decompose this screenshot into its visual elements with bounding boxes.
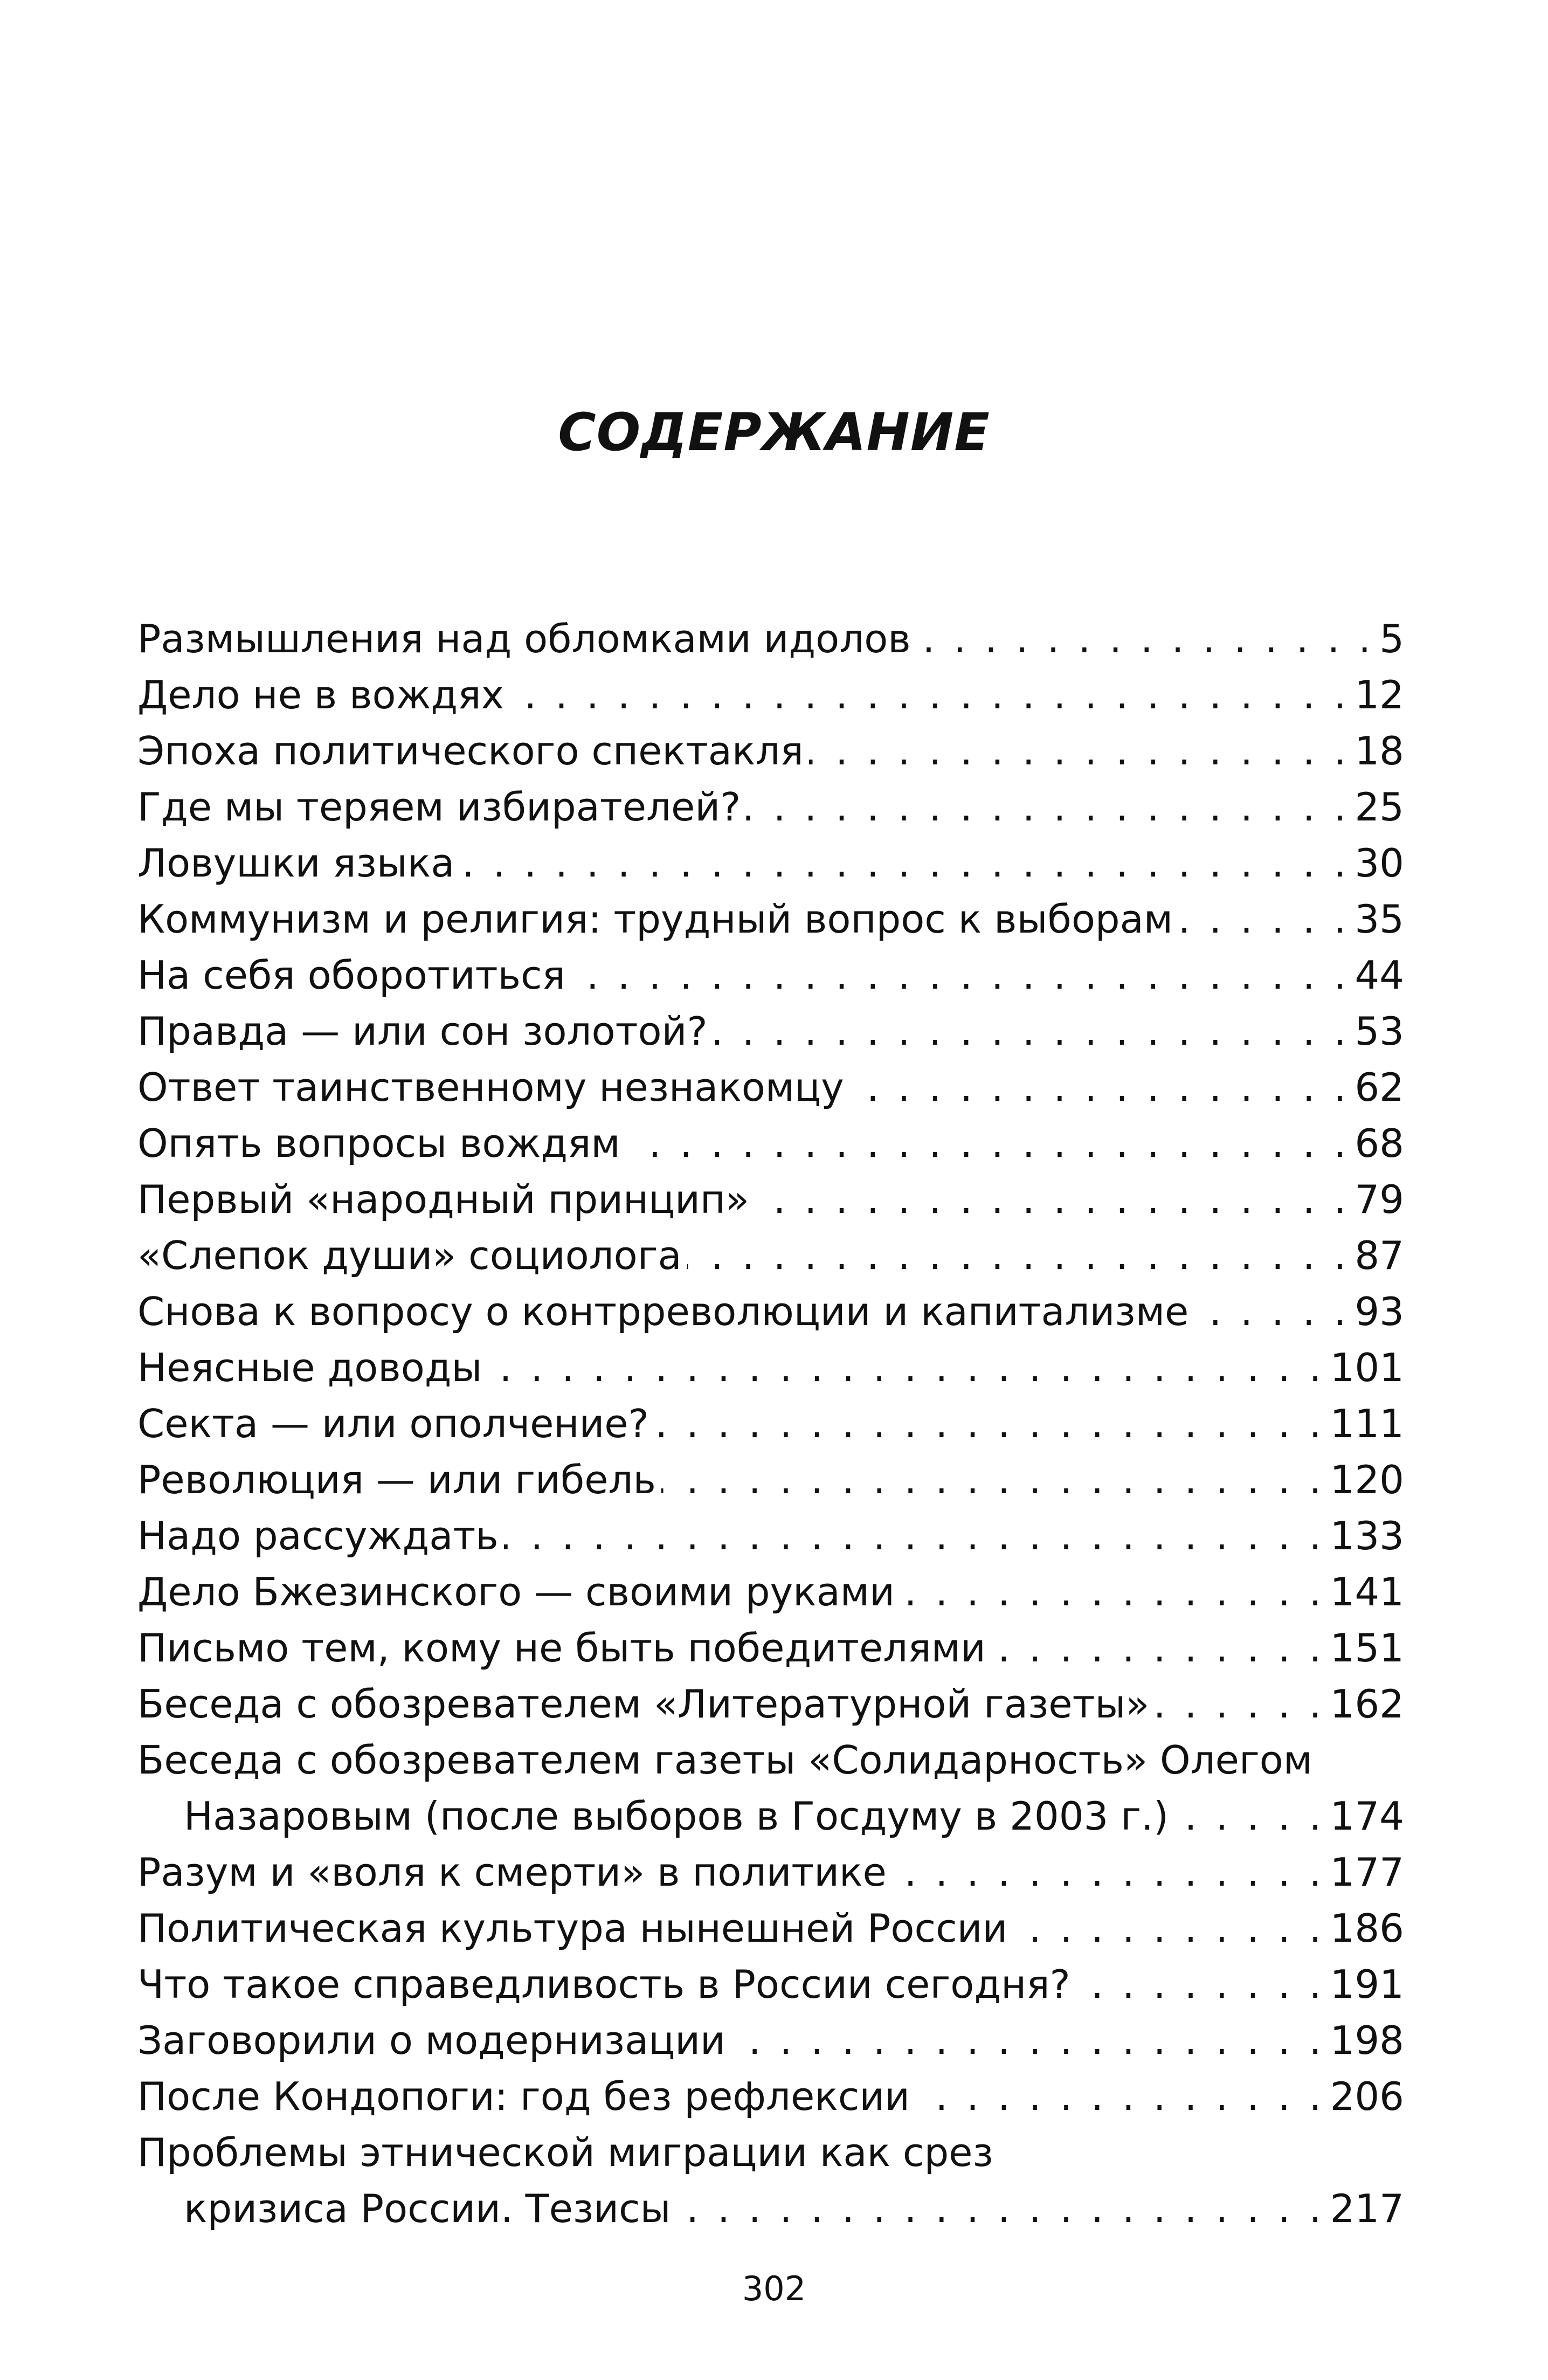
toc-entry — [137, 1452, 1404, 1508]
dot-leader — [626, 1115, 1350, 1171]
toc-entry — [137, 1900, 1404, 1956]
toc-entry — [137, 947, 1404, 1003]
toc-entry-page: 141 — [1330, 1569, 1404, 1615]
toc-entry-title: Правда — или сон золотой? — [137, 1009, 708, 1054]
toc-entry-page: 93 — [1354, 1289, 1404, 1334]
toc-entry-title: Политическая культура нынешней России — [137, 1906, 1008, 1951]
dot-leader — [1174, 1788, 1325, 1844]
toc-entry-page: 5 — [1379, 616, 1404, 661]
dot-leader — [916, 611, 1374, 667]
toc-entry-page: 79 — [1354, 1177, 1404, 1222]
dot-leader — [571, 947, 1349, 1003]
toc-entry-title: Опять вопросы вождям — [137, 1121, 620, 1166]
dot-leader — [460, 835, 1349, 891]
toc-entry — [137, 1508, 1404, 1564]
dot-leader — [654, 1396, 1325, 1452]
toc-entry-title: Ловушки языка — [137, 840, 455, 886]
toc-entry-title: Дело не в вождях — [137, 672, 505, 718]
toc-entry-page: 162 — [1330, 1681, 1404, 1727]
dot-leader — [900, 1564, 1325, 1620]
toc-entry — [137, 2068, 1404, 2124]
toc-entry — [137, 1340, 1404, 1396]
toc-entry-title: Революция — или гибель — [137, 1457, 656, 1502]
toc-entry-page: 62 — [1354, 1065, 1404, 1110]
dot-leader — [687, 1227, 1350, 1284]
toc-entry — [137, 835, 1404, 891]
toc-entry-page: 174 — [1330, 1793, 1404, 1839]
toc-entry — [137, 1003, 1404, 1059]
toc-entry-page: 177 — [1330, 1850, 1404, 1895]
toc-entry-title: После Кондопоги: год без рефлексии — [137, 2074, 910, 2119]
toc-entry-title: Где мы теряем избирателей? — [137, 784, 741, 830]
toc-entry-page: 25 — [1354, 784, 1404, 830]
dot-leader — [676, 2181, 1324, 2237]
toc-entry-page: 12 — [1354, 672, 1404, 718]
dot-leader — [892, 1844, 1325, 1900]
toc-entry — [137, 1620, 1404, 1676]
dot-leader — [746, 779, 1349, 835]
toc-entry — [137, 1171, 1404, 1227]
dot-leader — [849, 1059, 1350, 1115]
dot-leader — [731, 2012, 1325, 2068]
toc-entry-page: 217 — [1330, 2186, 1404, 2231]
toc-entry-page: 68 — [1354, 1121, 1404, 1166]
toc-entry-title: Коммунизм и религия: трудный вопрос к выборам — [137, 896, 1173, 942]
dot-leader — [991, 1620, 1325, 1676]
toc-entry-page: 186 — [1330, 1906, 1404, 1951]
toc-entry — [137, 1227, 1404, 1284]
dot-leader — [755, 1171, 1349, 1227]
toc-entry — [137, 779, 1404, 835]
toc-entry — [137, 1059, 1404, 1115]
toc-entry-page: 53 — [1354, 1009, 1404, 1054]
toc-entry-title: Что такое справедливость в России сегодня? — [137, 1962, 1070, 2007]
toc-entry-page: 101 — [1330, 1345, 1404, 1390]
dot-leader — [713, 1003, 1350, 1059]
toc-entry-title: Ответ таинственному незнакомцу — [137, 1065, 844, 1110]
dot-leader — [661, 1452, 1325, 1508]
toc-entry-page: 44 — [1354, 953, 1404, 998]
toc-entry-title: «Слепок души» социолога — [137, 1233, 682, 1278]
toc-entry-title: Дело Бжезинского — своими руками — [137, 1569, 895, 1615]
toc-entry-page: 120 — [1330, 1457, 1404, 1502]
toc-entry — [137, 1676, 1404, 1732]
dot-leader — [509, 667, 1349, 723]
toc-entry-title: Проблемы этнической миграции как срез — [137, 2130, 993, 2175]
toc-entry-title: Эпоха политического спектакля — [137, 728, 804, 774]
toc-entry-title: Заговорили о модернизации — [137, 2018, 725, 2063]
toc-entry-title: Размышления над обломками идолов — [137, 616, 911, 661]
toc-entry-page: 191 — [1330, 1962, 1404, 2007]
toc-entry — [137, 1396, 1404, 1452]
dot-leader — [1178, 891, 1349, 947]
toc-entry — [137, 1844, 1404, 1900]
page-title: СОДЕРЖАНИЕ — [558, 402, 990, 463]
toc-entry-page: 30 — [1354, 840, 1404, 886]
toc-entry — [137, 1732, 1404, 1788]
toc-entry — [137, 1115, 1404, 1171]
toc-entry-title: Беседа с обозревателем газеты «Солидарность» Олегом — [137, 1737, 1313, 1783]
toc-entry — [137, 2012, 1404, 2068]
toc-entry-title: Секта — или ополчение? — [137, 1401, 649, 1446]
toc-entry-title: На себя оборотиться — [137, 953, 565, 998]
toc-entry — [137, 1956, 1404, 2012]
toc-entry-continuation — [137, 2181, 1404, 2237]
toc-entry-page: 206 — [1330, 2074, 1404, 2119]
toc-entry — [137, 1284, 1404, 1340]
toc-entry — [137, 723, 1404, 779]
toc-entry-page: 151 — [1330, 1625, 1404, 1671]
toc-entry-title: Снова к вопросу о контрреволюции и капитализме — [137, 1289, 1189, 1334]
toc-entry-title: Надо рассуждать — [137, 1513, 499, 1558]
dot-leader — [915, 2068, 1325, 2124]
dot-leader — [504, 1508, 1325, 1564]
toc-entry-title-continuation: кризиса России. Тезисы — [184, 2186, 671, 2231]
dot-leader — [487, 1340, 1324, 1396]
toc-entry-continuation — [137, 1788, 1404, 1844]
dot-leader — [1155, 1676, 1324, 1732]
dot-leader — [1076, 1956, 1325, 2012]
dot-leader — [1194, 1284, 1349, 1340]
toc-entry-title: Письмо тем, кому не быть победителями — [137, 1625, 986, 1671]
toc-entry-page: 18 — [1354, 728, 1404, 774]
toc-entry — [137, 2124, 1404, 2181]
toc-entry-page: 111 — [1330, 1401, 1404, 1446]
toc-entry-title: Неясные доводы — [137, 1345, 482, 1390]
toc-entry-title: Беседа с обозревателем «Литературной газеты» — [137, 1681, 1150, 1727]
toc-entry-page: 87 — [1354, 1233, 1404, 1278]
toc-entry — [137, 667, 1404, 723]
page-number: 302 — [742, 2269, 806, 2308]
toc-entry-title-continuation: Назаровым (после выборов в Госдуму в 2003 г.) — [184, 1793, 1169, 1839]
toc-entry-title: Разум и «воля к смерти» в политике — [137, 1850, 887, 1895]
toc-entry-title: Первый «народный принцип» — [137, 1177, 750, 1222]
dot-leader — [809, 723, 1350, 779]
toc-entry — [137, 891, 1404, 947]
table-of-contents — [137, 611, 1404, 2237]
toc-entry — [137, 1564, 1404, 1620]
toc-entry-page: 35 — [1354, 896, 1404, 942]
toc-entry-page: 133 — [1330, 1513, 1404, 1558]
dot-leader — [1013, 1900, 1324, 1956]
toc-entry-page: 198 — [1330, 2018, 1404, 2063]
toc-entry — [137, 611, 1404, 667]
